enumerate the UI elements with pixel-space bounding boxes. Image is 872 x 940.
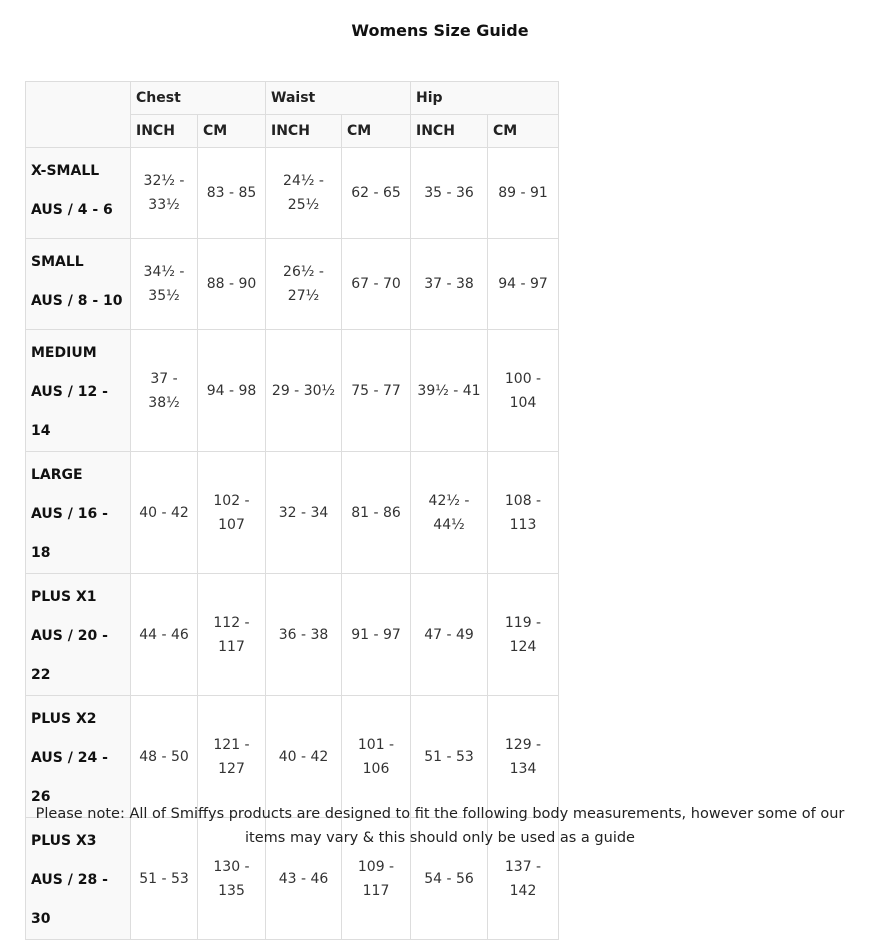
measurement-cell: 36 - 38	[266, 574, 342, 696]
table-row	[26, 452, 559, 574]
measurement-cell: 137 - 142	[488, 818, 559, 940]
measurement-cell: 43 - 46	[266, 818, 342, 940]
size-cell	[26, 574, 131, 696]
unit-header: CM	[342, 115, 411, 148]
measurement-cell: 35 - 36	[411, 148, 488, 239]
size-cell	[26, 148, 131, 239]
size-cell	[26, 696, 131, 818]
measurement-cell: 48 - 50	[131, 696, 198, 818]
measurement-cell: 44 - 46	[131, 574, 198, 696]
measurement-cell: 40 - 42	[131, 452, 198, 574]
measurement-cell: 51 - 53	[131, 818, 198, 940]
measurement-cell: 51 - 53	[411, 696, 488, 818]
measurement-cell: 54 - 56	[411, 818, 488, 940]
table-row	[26, 148, 559, 239]
unit-header: INCH	[266, 115, 342, 148]
size-label: X-SMALL	[31, 163, 100, 179]
measurement-cell: 81 - 86	[342, 452, 411, 574]
measurement-cell: 108 - 113	[488, 452, 559, 574]
measurement-cell: 39½ - 41	[411, 330, 488, 452]
group-header: Chest	[131, 82, 266, 115]
measurement-cell: 34½ - 35½	[131, 239, 198, 330]
aus-size: AUS / 16 - 18	[31, 506, 108, 561]
measurement-cell: 112 - 117	[198, 574, 266, 696]
aus-size: AUS / 4 - 6	[31, 202, 113, 218]
measurement-cell: 47 - 49	[411, 574, 488, 696]
measurement-cell: 29 - 30½	[266, 330, 342, 452]
size-cell	[26, 452, 131, 574]
aus-size: AUS / 20 - 22	[31, 628, 108, 683]
size-label: LARGE	[31, 467, 83, 483]
measurement-cell: 121 - 127	[198, 696, 266, 818]
measurement-cell: 75 - 77	[342, 330, 411, 452]
unit-header: INCH	[131, 115, 198, 148]
aus-size: AUS / 28 - 30	[31, 872, 108, 927]
measurement-cell: 119 - 124	[488, 574, 559, 696]
measurement-cell: 37 - 38½	[131, 330, 198, 452]
corner-cell	[26, 82, 131, 148]
measurement-cell: 109 - 117	[342, 818, 411, 940]
aus-size: AUS / 8 - 10	[31, 293, 123, 309]
group-header: Hip	[411, 82, 559, 115]
aus-size: AUS / 12 - 14	[31, 384, 108, 439]
unit-header: CM	[488, 115, 559, 148]
measurement-cell: 129 - 134	[488, 696, 559, 818]
measurement-cell: 40 - 42	[266, 696, 342, 818]
measurement-cell: 100 - 104	[488, 330, 559, 452]
size-label: SMALL	[31, 254, 84, 270]
measurement-cell: 88 - 90	[198, 239, 266, 330]
measurement-cell: 94 - 97	[488, 239, 559, 330]
measurement-cell: 32 - 34	[266, 452, 342, 574]
measurement-cell: 94 - 98	[198, 330, 266, 452]
measurement-cell: 91 - 97	[342, 574, 411, 696]
measurement-cell: 37 - 38	[411, 239, 488, 330]
disclaimer-note: Please note: All of Smiffys products are designed to fit the following body measurements, however some of our items may vary & this should only be used as a guide	[35, 806, 845, 846]
group-header: Waist	[266, 82, 411, 115]
size-cell	[26, 239, 131, 330]
measurement-cell: 24½ - 25½	[266, 148, 342, 239]
measurement-cell: 67 - 70	[342, 239, 411, 330]
unit-header: INCH	[411, 115, 488, 148]
measurement-cell: 62 - 65	[342, 148, 411, 239]
measurement-cell: 89 - 91	[488, 148, 559, 239]
size-label: MEDIUM	[31, 345, 97, 361]
measurement-cell: 32½ - 33½	[131, 148, 198, 239]
table-row	[26, 696, 559, 818]
measurement-cell: 102 - 107	[198, 452, 266, 574]
size-cell	[26, 330, 131, 452]
group-header-row	[26, 82, 559, 115]
table-row	[26, 239, 559, 330]
measurement-cell: 130 - 135	[198, 818, 266, 940]
measurement-cell: 101 - 106	[342, 696, 411, 818]
measurement-cell: 26½ - 27½	[266, 239, 342, 330]
table-row	[26, 330, 559, 452]
page-title: Womens Size Guide	[351, 21, 529, 40]
size-label: PLUS X2	[31, 711, 97, 727]
measurement-cell: 42½ - 44½	[411, 452, 488, 574]
unit-header: CM	[198, 115, 266, 148]
table-row	[26, 574, 559, 696]
size-label: PLUS X3	[31, 833, 97, 849]
aus-size: AUS / 24 - 26	[31, 750, 108, 805]
size-label: PLUS X1	[31, 589, 97, 605]
measurement-cell: 83 - 85	[198, 148, 266, 239]
